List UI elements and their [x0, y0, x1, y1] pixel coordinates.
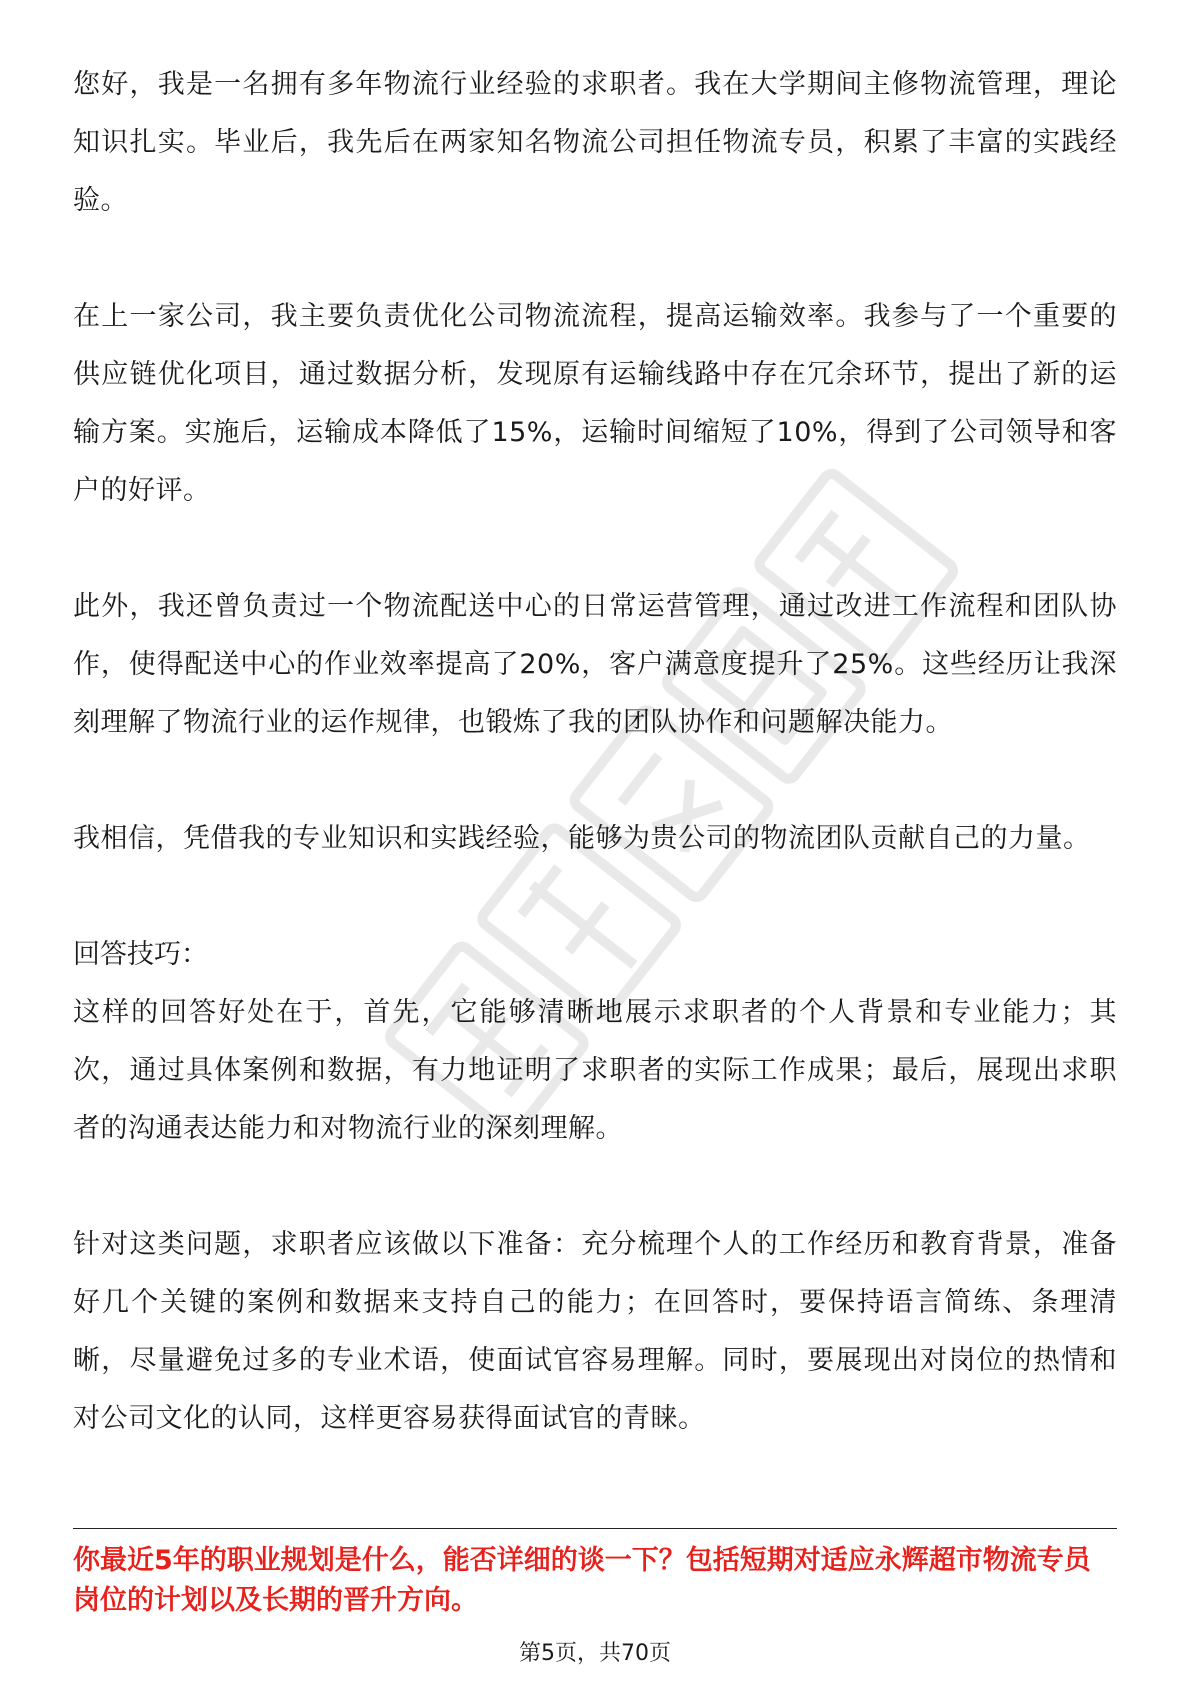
paragraph-spacer — [73, 868, 1117, 926]
paragraph-tips-benefits: 这样的回答好处在于，首先，它能够清晰地展示求职者的个人背景和专业能力；其次，通过具体案例和数据，有力地证明了求职者的实际工作成果；最后，展现出求职者的沟通表达能力和对物流行业的深刻理解。 — [73, 997, 1117, 1144]
paragraph-distribution-center: 此外，我还曾负责过一个物流配送中心的日常运营管理，通过改进工作流程和团队协作，使得配送中心的作业效率提高了20%，客户满意度提升了25%。这些经历让我深刻理解了物流行业的运作规律，也锻炼了我的团队协作和问题解决能力。 — [73, 591, 1117, 738]
page-footer: 第5页，共70页 — [519, 1641, 671, 1666]
paragraph-conclusion: 我相信，凭借我的专业知识和实践经验，能够为贵公司的物流团队贡献自己的力量。 — [73, 823, 1091, 854]
section-divider — [73, 1528, 1117, 1529]
next-question-heading: 你最近5年的职业规划是什么，能否详细的谈一下？包括短期对适应永辉超市物流专员岗位的计划以及长期的晋升方向。 — [73, 1545, 1091, 1616]
paragraph-spacer — [73, 230, 1117, 288]
paragraph-previous-company: 在上一家公司，我主要负责优化公司物流流程，提高运输效率。我参与了一个重要的供应链优化项目，通过数据分析，发现原有运输线路中存在冗余环节，提出了新的运输方案。实施后，运输成本降低了15%，运输时间缩短了10%，得到了公司领导和客户的好评。 — [73, 301, 1117, 506]
article-body — [73, 56, 1117, 1448]
paragraph-intro: 您好，我是一名拥有多年物流行业经验的求职者。我在大学期间主修物流管理，理论知识扎实。毕业后，我先后在两家知名物流公司担任物流专员，积累了丰富的实践经验。 — [73, 69, 1117, 216]
paragraph-spacer — [73, 520, 1117, 578]
paragraph-spacer — [73, 752, 1117, 810]
paragraph-tips-preparation: 针对这类问题，求职者应该做以下准备：充分梳理个人的工作经历和教育背景，准备好几个关键的案例和数据来支持自己的能力；在回答时，要保持语言简练、条理清晰，尽量避免过多的专业术语，使面试官容易理解。同时，要展现出对岗位的热情和对公司文化的认同，这样更容易获得面试官的青睐。 — [73, 1229, 1117, 1434]
tips-heading: 回答技巧： — [73, 939, 208, 970]
paragraph-spacer — [73, 1158, 1117, 1216]
